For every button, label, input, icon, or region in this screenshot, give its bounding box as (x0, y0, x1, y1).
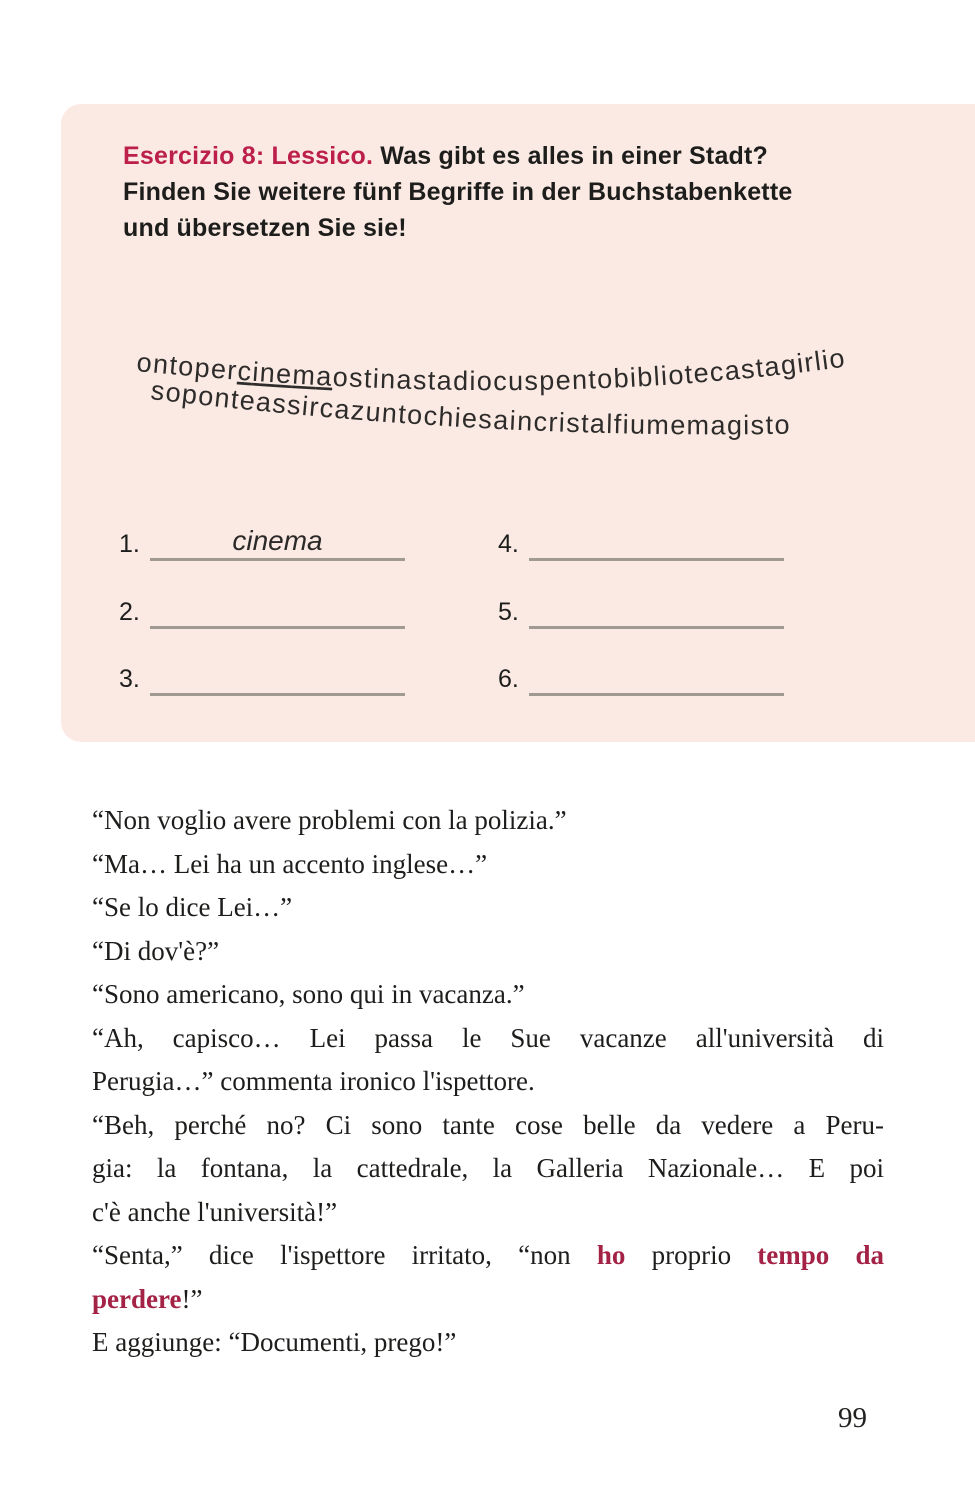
dialogue-line (92, 973, 884, 1017)
blank-row (498, 593, 784, 629)
dialogue-line (92, 1017, 884, 1061)
dialogue (92, 799, 884, 1365)
blank-number: 3. (119, 665, 140, 693)
blank-rule (150, 525, 405, 561)
blank-row (119, 660, 405, 696)
dialogue-text: “Non voglio avere problemi con la polizia.” (92, 805, 567, 835)
dialogue-line (92, 1104, 884, 1148)
letter-chain-line-1: ontopercinemaostinastadiocuspentobibliotecastagirlio (135, 342, 848, 397)
blank-row (119, 525, 405, 561)
page-number: 99 (838, 1402, 867, 1434)
dialogue-text: “Sono americano, sono qui in vacanza.” (92, 979, 525, 1009)
dialogue-line (92, 930, 884, 974)
dialogue-line (92, 1147, 884, 1191)
dialogue-text: “Senta,” dice l'ispettore irritato, “non (92, 1240, 597, 1270)
underlined-word-cinema: cinema (236, 355, 334, 392)
blank-row (119, 593, 405, 629)
dialogue-line (92, 799, 884, 843)
letter-chain-line-2: soponteassircazuntochiesaincristalfiumemagisto (149, 375, 792, 441)
dialogue-text: “Di dov'è?” (92, 935, 220, 966)
dialogue-text: gia: la fontana, la cattedrale, la Galleria Nazionale… E poi (92, 1153, 884, 1183)
dialogue-text: “Ma… Lei ha un accento inglese…” (92, 848, 488, 879)
dialogue-line (92, 886, 884, 930)
dialogue-text: !” (181, 1283, 203, 1314)
dialogue-line (92, 1060, 884, 1104)
highlighted-text: perdere (92, 1283, 182, 1314)
dialogue-line (92, 1191, 884, 1235)
exercise-instruction-part2: Finden Sie weitere fünf Begriffe in der Buchstabenkette (123, 178, 793, 206)
dialogue-text: “Se lo dice Lei…” (92, 892, 293, 922)
blank-number: 1. (119, 530, 140, 558)
blank-answer: cinema (232, 525, 323, 556)
dialogue-line (92, 1321, 884, 1365)
dialogue-text: proprio (625, 1240, 758, 1270)
exercise-title: Esercizio 8: Lessico. (123, 142, 374, 170)
blank-number: 5. (498, 598, 519, 626)
dialogue-text: c'è anche l'università!” (92, 1196, 338, 1227)
dialogue-text: Perugia…” commenta ironico l'ispettore. (92, 1066, 535, 1096)
blank-rule (150, 625, 405, 629)
blank-row (498, 660, 784, 696)
blank-row (498, 525, 784, 561)
exercise-instruction-part1: Was gibt es alles in einer Stadt? (373, 142, 769, 170)
blank-number: 6. (498, 665, 519, 693)
blank-rule (529, 557, 784, 561)
highlighted-text: ho (596, 1240, 626, 1270)
exercise-instruction-part3: und übersetzen Sie sie! (123, 214, 407, 242)
dialogue-text: “Ah, capisco… Lei passa le Sue vacanze all'università di (92, 1022, 884, 1053)
dialogue-text: “Beh, perché no? Ci sono tante cose belle da vedere a Peru- (92, 1109, 884, 1140)
blank-number: 2. (119, 598, 140, 626)
dialogue-line (92, 1278, 884, 1322)
dialogue-line (92, 843, 884, 887)
highlighted-text: tempo da (757, 1240, 885, 1270)
dialogue-text: E aggiunge: “Documenti, prego!” (92, 1327, 457, 1357)
blank-rule (529, 692, 784, 696)
exercise-heading (123, 138, 883, 246)
blank-rule (150, 692, 405, 696)
blank-number: 4. (498, 530, 519, 558)
dialogue-line (92, 1234, 884, 1278)
blank-rule (529, 625, 784, 629)
